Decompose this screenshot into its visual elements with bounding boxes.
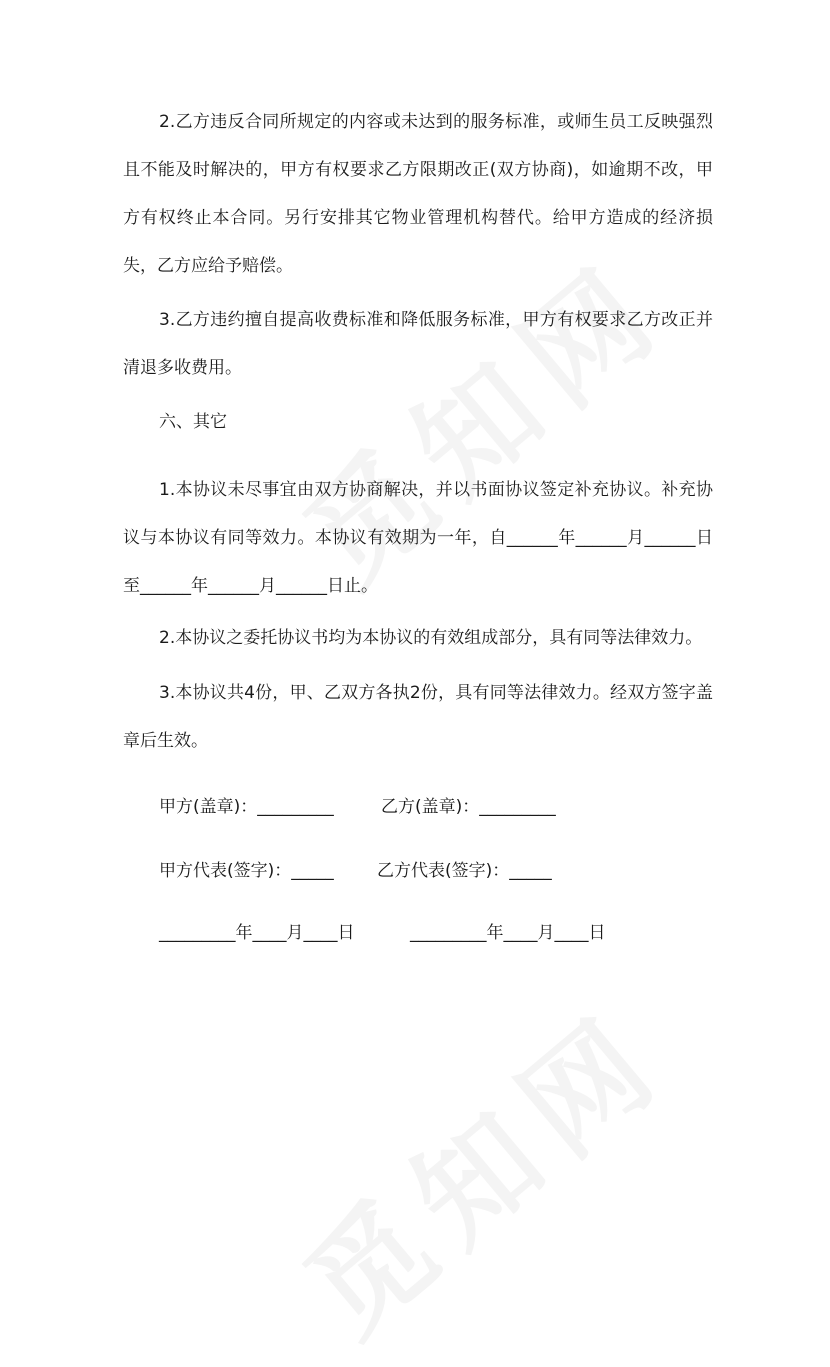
party-a-representative: 甲方代表(签字)：_____	[159, 861, 334, 881]
party-b-date: _________年____月____日	[410, 923, 606, 943]
party-a-date: _________年____月____日	[159, 923, 355, 943]
party-b-representative: 乙方代表(签字)：_____	[377, 861, 552, 881]
date-row	[159, 918, 606, 1038]
section-heading-other: 六、其它	[159, 412, 227, 432]
clause-3-overcharge: 3.乙方违约擅自提高收费标准和降低服务标准，甲方有权要求乙方改正并清退多收费用。	[123, 310, 713, 378]
clause-3-copies: 3.本协议共4份，甲、乙双方各执2份，具有同等法律效力。经双方签字盖章后生效。	[123, 683, 713, 751]
party-b-seal: 乙方(盖章)：_________	[381, 797, 556, 817]
watermark	[264, 965, 696, 1367]
party-a-seal: 甲方(盖章)：_________	[159, 797, 334, 817]
clause-2-termination: 2.乙方违反合同所规定的内容或未达到的服务标准，或师生员工反映强烈且不能及时解决的，甲方有权要求乙方限期改正(双方协商)，如逾期不改，甲方有权终止本合同。另行安排其它物业管理机构替代。给甲方造成的经济损失，乙方应给予赔偿。	[123, 112, 713, 276]
clause-2-validity: 2.本协议之委托协议书均为本协议的有效组成部分，具有同等法律效力。	[159, 628, 703, 648]
clause-1-supplement: 1.本协议未尽事宜由双方协商解决，并以书面协议签定补充协议。补充协议与本协议有同等效力。本协议有效期为一年，自______年______月______日至______年______月______日止。	[123, 480, 713, 596]
